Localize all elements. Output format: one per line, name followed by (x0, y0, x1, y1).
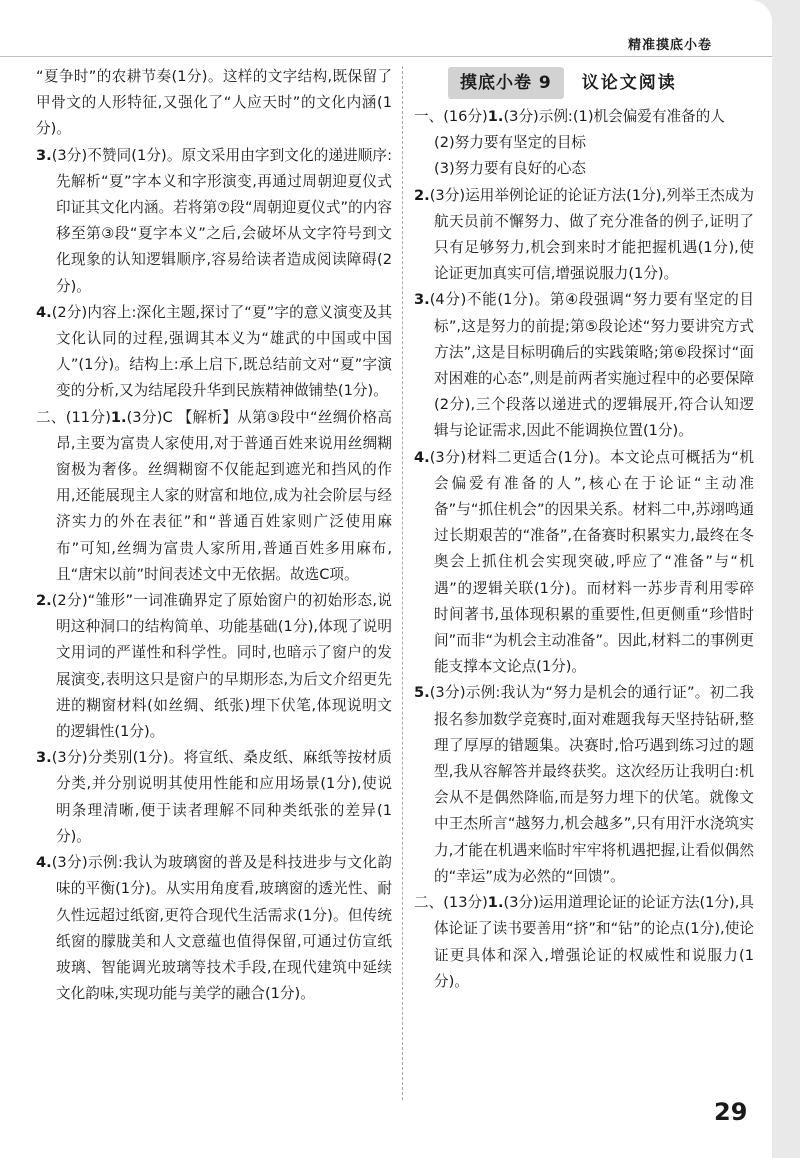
answer-item: 5.(3分)示例:我认为“努力是机会的通行证”。初二我报名参加数学竞赛时,面对难题我每天坚持钻研,整理了厚厚的错题集。决赛时,恰巧遇到练习过的题型,我从容解答并最终获奖。这次经历让我明白:机会从不是偶然降临,而是努力埋下的伏笔。就像文中王杰所言“越努力,机会越多”,只有用汗水浇筑实力,才能在机遇来临时牢牢将机遇把握,让看似偶然的“幸运”成为必然的“回馈”。 (414, 684, 754, 885)
sub-answer: (3)努力要有良好的心态 (434, 160, 587, 178)
header-rule (0, 56, 772, 57)
quiz-title (414, 64, 754, 102)
answer-item: 3.(4分)不能(1分)。第④段强调“努力要有坚定的目标”,这是努力的前提;第⑤段论述“努力要讲究方式方法”,这是目标明确后的实践策略;第⑥段探讨“面对困难的心态”,则是前两者实施过程中的必要保障(2分),三个段落以递进式的逻辑展开,符合认知逻辑与论证需求,因此不能调换位置(1分)。 (414, 291, 754, 440)
column-divider (402, 66, 403, 1100)
answer-item: 3.(3分)分类别(1分)。将宣纸、桑皮纸、麻纸等按材质分类,并分别说明其使用性能和应用场景(1分),使说明条理清晰,便于读者理解不同种类纸张的差异(1分)。 (36, 749, 392, 845)
section-two-heading: 二、(13分)1.(3分)运用道理论证的论证方法(1分),具体论证了读书要善用“挤”和“钻”的论点(1分),使论证更具体和深入,增强论证的权威性和说服力(1分)。 (414, 894, 754, 990)
quiz-tag: 摸底小卷 9 (448, 67, 564, 99)
header-series-title: 精准摸底小卷 (628, 38, 713, 53)
answer-item: 4.(2分)内容上:深化主题,探讨了“夏”字的意义演变及其文化认同的过程,强调其本义为“雄武的中国或中国人”(1分)。结构上:承上启下,既总结前文对“夏”字演变的分析,又为结尾段升华到民族精神做铺垫(1分)。 (36, 303, 392, 400)
page-number: 29 (714, 1098, 748, 1126)
answer-item: 4.(3分)材料二更适合(1分)。本文论点可概括为“机会偏爱有准备的人”,核心在于论证“主动准备”与“抓住机会”的因果关系。材料二中,苏翊鸣通过长期艰苦的“准备”,在备赛时积累实力,最终在冬奥会上抓住机会实现突破,呼应了“准备”与“机遇”的逻辑关联(1分)。而材料一苏步青利用零碎时间著书,虽体现积累的重要性,但更侧重“珍惜时间”而非“为机会主动准备”。因此,材料二的事例更能支撑本文论点(1分)。 (414, 448, 754, 676)
sub-answer: (2)努力要有坚定的目标 (434, 134, 587, 152)
answer-item: 4.(3分)示例:我认为玻璃窗的普及是科技进步与文化韵味的平衡(1分)。从实用角度看,玻璃窗的透光性、耐久性远超过纸窗,更符合现代生活需求(1分)。但传统纸窗的朦胧美和人文意蕴也值得保留,可通过仿宣纸玻璃、智能调光玻璃等技术手段,在现代建筑中延续文化韵味,实现功能与美学的融合(1分)。 (36, 854, 392, 1003)
quiz-heading: 议论文阅读 (581, 72, 677, 93)
answer-item: 2.(3分)运用举例论证的论证方法(1分),列举王杰成为航天员前不懈努力、做了充分准备的例子,证明了只有足够努力,机会到来时才能把握机遇(1分),使论证更加真实可信,增强说服力(1分)。 (414, 186, 754, 283)
left-column (36, 64, 392, 1007)
right-column (414, 64, 754, 995)
section-one-heading: 一、(16分)1.(3分)示例:(1)机会偏爱有准备的人 (414, 108, 725, 125)
section-two-heading: 二、(11分)1.(3分)C 【解析】从第③段中“丝绸价格高昂,主要为富贵人家使用,对于普通百姓来说用丝绸糊窗极为奢侈。丝绸糊窗不仅能起到遮光和挡风的作用,还能展现主人家的财富和地位,成为社会阶层与经济实力的外在表征”和“普通百姓家则广泛使用麻布”可知,丝绸为富贵人家所用,普通百姓多用麻布,且“唐宋以前”时间表述文中无依据。故选C项。 (36, 408, 392, 583)
answer-item: 3.(3分)不赞同(1分)。原文采用由字到文化的递进顺序:先解析“夏”字本义和字形演变,再通过周朝迎夏仪式印证其文化内涵。若将第⑦段“周朝迎夏仪式”的内容移至第③段“夏字本义”之后,会破坏从文字符号到文化现象的认知逻辑顺序,容易给读者造成阅读障碍(2分)。 (36, 146, 392, 295)
continuation-paragraph: “夏争时”的农耕节奏(1分)。这样的文字结构,既保留了甲骨文的人形特征,又强化了“人应天时”的文化内涵(1分)。 (36, 68, 392, 138)
answer-item: 2.(2分)“雏形”一词准确界定了原始窗户的初始形态,说明这种洞口的结构简单、功能基础(1分),体现了说明文用词的严谨性和科学性。同时,也暗示了窗户的发展演变,表明这只是窗户的早期形态,为后文介绍更先进的糊窗材料(如丝绸、纸张)埋下伏笔,体现说明文的逻辑性(1分)。 (36, 592, 392, 741)
